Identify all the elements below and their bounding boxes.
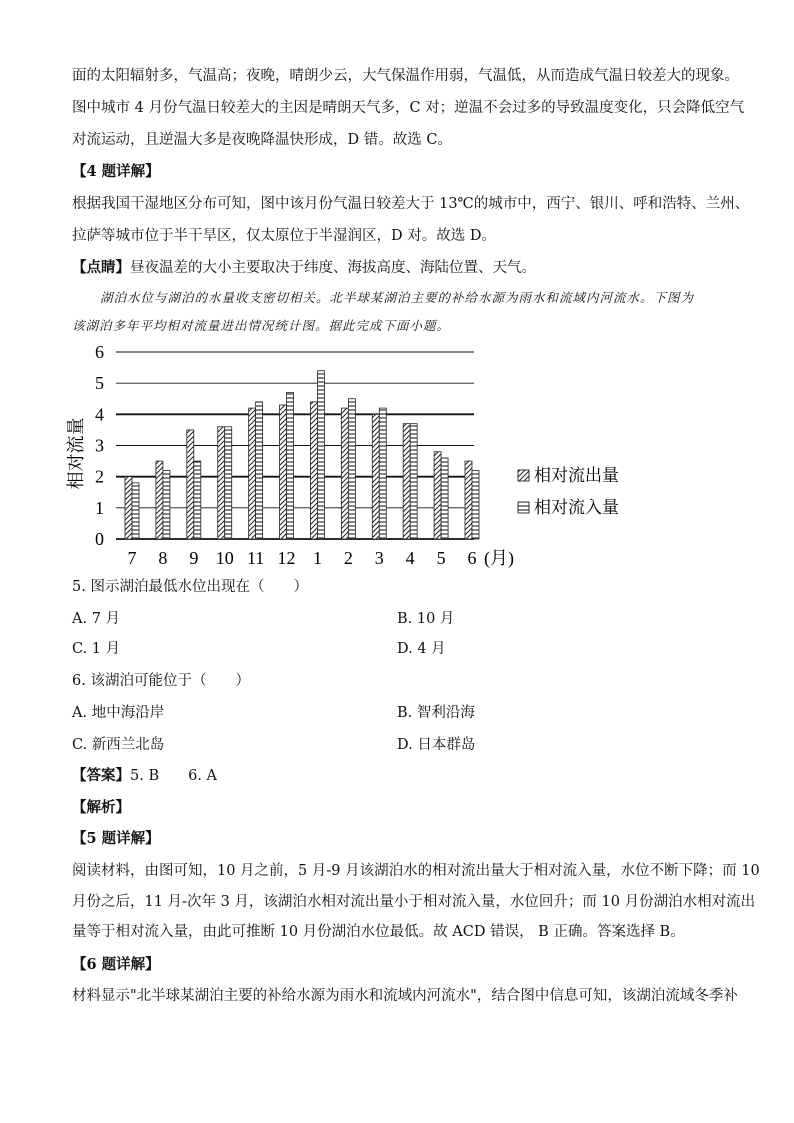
q5-option-b: B. 10 月: [397, 611, 455, 627]
material-line-2: 该湖泊多年平均相对流量进出情况统计图。据此完成下面小题。: [72, 318, 451, 333]
tip-label: 【点睛】: [72, 259, 130, 276]
bar-inflow: [348, 399, 355, 539]
text-line: 面的太阳辐射多，气温高；夜晚，晴朗少云，大气保温作用弱，气温低，从而造成气温日较差大的现象。: [72, 68, 739, 84]
q6-stem: 6. 该湖泊可能位于（ ）: [72, 673, 250, 689]
y-axis-label: 相对流量: [66, 417, 86, 490]
y-tick-label: 2: [95, 466, 104, 487]
x-tick-label: 8: [158, 548, 168, 568]
bar-outflow: [341, 408, 348, 539]
bar-outflow: [125, 477, 132, 539]
q5-option-c: C. 1 月: [72, 641, 121, 657]
bar-inflow: [317, 371, 324, 539]
y-tick-label: 1: [95, 497, 104, 518]
bar-inflow: [379, 408, 386, 539]
x-tick-label: 6: [467, 548, 477, 568]
q6-option-a: A. 地中海沿岸: [72, 705, 165, 721]
x-tick-label: 1: [312, 548, 322, 568]
text-line: 图中城市 4 月份气温日较差大的主因是晴朗天气多，C 对；逆温不会过多的导致温度变化，只会降低空气: [72, 100, 745, 116]
tip-text: 昼夜温差的大小主要取决于纬度、海拔高度、海陆位置、天气。: [130, 260, 536, 276]
y-tick-label: 6: [95, 342, 104, 362]
x-unit-label: (月): [484, 548, 514, 568]
q6-heading: 【6 题详解】: [72, 956, 160, 973]
bar-outflow: [310, 402, 317, 539]
x-tick-label: 9: [189, 548, 199, 568]
text-line: 对流运动，且逆温大多是夜晚降温快形成，D 错。故选 C。: [72, 132, 452, 148]
answer-text: 5. B 6. A: [130, 768, 218, 784]
y-tick-label: 5: [95, 373, 104, 394]
bar-outflow: [403, 424, 410, 539]
bar-inflow: [225, 427, 232, 539]
q5-stem: 5. 图示湖泊最低水位出现在（ ）: [72, 579, 308, 595]
legend-swatch: [518, 470, 529, 481]
x-tick-label: 5: [436, 548, 446, 568]
legend-label: 相对流出量: [534, 466, 619, 485]
answer-label: 【答案】: [72, 767, 130, 784]
text-line: 根据我国干湿地区分布可知，图中该月份气温日较差大于 13℃的城市中，西宁、银川、呼和浩特、兰州、: [72, 196, 750, 212]
x-tick-label: 10: [215, 548, 234, 568]
text-line: 材料显示"北半球某湖泊主要的补给水源为雨水和流域内河流水"，结合图中信息可知，该湖泊流域冬季补: [72, 988, 738, 1004]
analysis-label: 【解析】: [72, 799, 130, 816]
x-tick-label: 7: [127, 548, 137, 568]
q5-option-a: A. 7 月: [72, 611, 121, 627]
x-tick-label: 2: [343, 548, 353, 568]
bar-inflow: [256, 402, 263, 539]
q6-option-d: D. 日本群岛: [397, 737, 476, 753]
bar-outflow: [156, 461, 163, 539]
bar-inflow: [163, 470, 170, 539]
q5-heading: 【5 题详解】: [72, 830, 160, 847]
q6-option-c: C. 新西兰北岛: [72, 737, 165, 753]
lake-flow-chart: [60, 340, 660, 572]
text-line: 拉萨等城市位于半干旱区，仅太原位于半湿润区，D 对。故选 D。: [72, 228, 496, 244]
text-line: 阅读材料，由图可知，10 月之前，5 月-9 月该湖泊水的相对流出量大于相对流入量，水位不断下降；而 10: [72, 863, 760, 879]
y-tick-label: 4: [95, 404, 104, 425]
bar-outflow: [372, 414, 379, 539]
bar-outflow: [218, 427, 225, 539]
bar-inflow: [194, 461, 201, 539]
q5-option-d: D. 4 月: [397, 641, 446, 657]
legend-swatch: [518, 502, 529, 513]
x-tick-label: 12: [277, 548, 296, 568]
bar-outflow: [434, 452, 441, 539]
y-tick-label: 0: [95, 529, 104, 549]
text-line: 月份之后，11 月-次年 3 月，该湖泊水相对流出量小于相对流入量，水位回升；而 10 月份湖泊水相对流出: [72, 894, 756, 910]
bar-inflow: [472, 470, 479, 539]
bar-outflow: [280, 405, 287, 539]
bar-outflow: [187, 430, 194, 539]
bar-inflow: [132, 483, 139, 539]
x-tick-label: 3: [374, 548, 384, 568]
bar-outflow: [249, 408, 256, 539]
material-line-1: 湖泊水位与湖泊的水量收支密切相关。北半球某湖泊主要的补给水源为雨水和流域内河流水。下图为: [100, 290, 695, 305]
x-tick-label: 11: [246, 548, 265, 568]
tip-line: [72, 258, 536, 278]
answer-line: [72, 766, 217, 786]
text-line: 量等于相对流入量，由此可推断 10 月份湖泊水位最低。故 ACD 错误， B 正确。答案选择 B。: [72, 924, 685, 940]
legend-label: 相对流入量: [534, 498, 619, 517]
bar-outflow: [465, 461, 472, 539]
x-tick-label: 4: [405, 548, 415, 568]
bar-inflow: [287, 393, 294, 539]
q4-heading: 【4 题详解】: [72, 163, 160, 180]
bar-inflow: [441, 458, 448, 539]
q6-option-b: B. 智利沿海: [397, 705, 475, 721]
bar-inflow: [410, 424, 417, 539]
y-tick-label: 3: [95, 435, 104, 456]
